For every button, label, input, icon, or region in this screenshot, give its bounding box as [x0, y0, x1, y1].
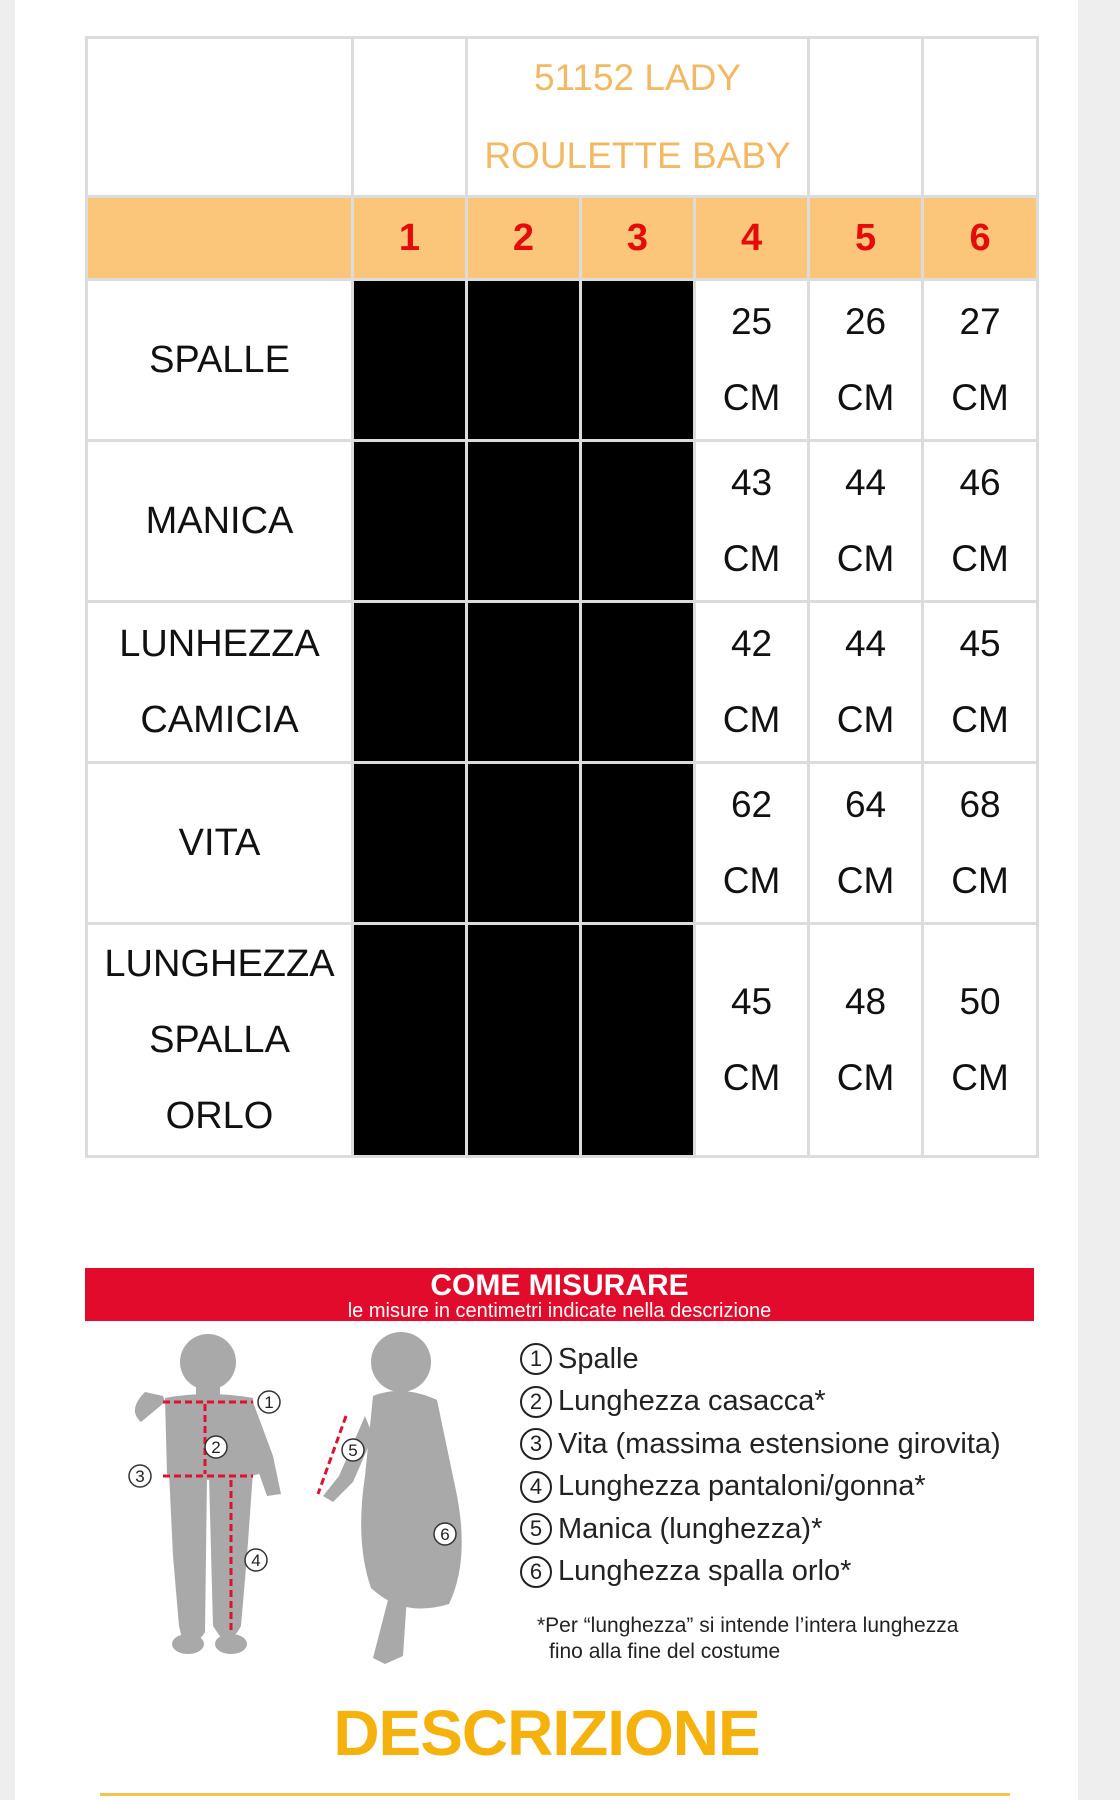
measure-cell: 43 CM	[695, 441, 809, 602]
table-row	[87, 924, 1038, 1157]
legend-item	[520, 1466, 1040, 1509]
legend-text: Lunghezza casacca*	[558, 1385, 826, 1418]
size-label: 3	[581, 197, 695, 280]
unavailable-cell	[353, 763, 467, 924]
number-circle: 2	[520, 1386, 552, 1418]
measure-cell: 68 CM	[923, 763, 1038, 924]
measure-cell: 26 CM	[809, 280, 923, 441]
description-heading: DESCRIZIONE	[333, 1697, 760, 1769]
marker-6: 6	[440, 1525, 450, 1544]
unavailable-cell	[581, 602, 695, 763]
table-row	[87, 280, 1038, 441]
row-label: MANICA	[87, 441, 353, 602]
marker-5: 5	[348, 1441, 358, 1460]
page	[15, 0, 1078, 1800]
marker-2: 2	[211, 1438, 221, 1457]
size-label: 1	[353, 197, 467, 280]
unavailable-cell	[581, 280, 695, 441]
product-title: 51152 LADY ROULETTE BABY	[484, 57, 791, 176]
row-label: VITA	[87, 763, 353, 924]
legend-text: Spalle	[558, 1342, 639, 1375]
legend-item	[520, 1423, 1040, 1466]
banner-subtitle: le misure in centimetri indicate nella descrizione	[347, 1300, 772, 1322]
unavailable-cell	[353, 441, 467, 602]
unavailable-cell	[353, 280, 467, 441]
measure-cell: 45 CM	[695, 924, 809, 1157]
table-row	[87, 602, 1038, 763]
unavailable-cell	[581, 763, 695, 924]
unavailable-cell	[353, 602, 467, 763]
measurement-figures-illustration	[103, 1326, 523, 1686]
size-chart-table	[85, 36, 1039, 1158]
length-note	[537, 1613, 1037, 1665]
row-label: LUNHEZZA CAMICIA	[87, 602, 353, 763]
legend-item	[520, 1508, 1040, 1551]
banner-title: COME MISURARE	[430, 1269, 689, 1302]
legend-item	[520, 1551, 1040, 1594]
size-label: 6	[923, 197, 1038, 280]
number-circle: 6	[520, 1556, 552, 1588]
table-title-row	[87, 38, 1038, 197]
number-circle: 1	[520, 1343, 552, 1375]
unavailable-cell	[467, 763, 581, 924]
unavailable-cell	[467, 602, 581, 763]
size-label: 4	[695, 197, 809, 280]
measure-cell: 44 CM	[809, 602, 923, 763]
unavailable-cell	[467, 441, 581, 602]
measure-cell: 46 CM	[923, 441, 1038, 602]
unavailable-cell	[581, 441, 695, 602]
table-row	[87, 763, 1038, 924]
description-divider	[100, 1793, 1010, 1796]
note-line-2: fino alla fine del costume	[549, 1640, 781, 1663]
header-empty-cell	[87, 197, 353, 280]
child-side-silhouette	[323, 1332, 462, 1664]
measure-cell: 45 CM	[923, 602, 1038, 763]
row-label: LUNGHEZZA SPALLA ORLO	[87, 924, 353, 1157]
legend-text: Vita (massima estensione girovita)	[558, 1427, 1001, 1460]
marker-3: 3	[135, 1467, 145, 1486]
child-front-silhouette	[135, 1334, 281, 1654]
measure-cell: 62 CM	[695, 763, 809, 924]
measure-cell: 50 CM	[923, 924, 1038, 1157]
measurement-legend	[520, 1338, 1040, 1593]
measure-cell: 25 CM	[695, 280, 809, 441]
size-header-row	[87, 197, 1038, 280]
number-circle: 5	[520, 1513, 552, 1545]
measure-cell: 44 CM	[809, 441, 923, 602]
unavailable-cell	[353, 924, 467, 1157]
table-row	[87, 441, 1038, 602]
marker-4: 4	[251, 1551, 261, 1570]
how-to-measure-banner	[85, 1268, 1034, 1321]
measure-cell: 48 CM	[809, 924, 923, 1157]
legend-item	[520, 1381, 1040, 1424]
note-line-1: *Per “lunghezza” si intende l’intera lunghezza	[537, 1614, 959, 1637]
legend-text: Manica (lunghezza)*	[558, 1512, 823, 1545]
legend-text: Lunghezza pantaloni/gonna*	[558, 1470, 926, 1503]
legend-item	[520, 1338, 1040, 1381]
number-circle: 3	[520, 1428, 552, 1460]
unavailable-cell	[581, 924, 695, 1157]
unavailable-cell	[467, 924, 581, 1157]
number-circle: 4	[520, 1471, 552, 1503]
measure-cell: 27 CM	[923, 280, 1038, 441]
unavailable-cell	[467, 280, 581, 441]
row-label: SPALLE	[87, 280, 353, 441]
size-label: 5	[809, 197, 923, 280]
legend-text: Lunghezza spalla orlo*	[558, 1555, 852, 1588]
measure-cell: 42 CM	[695, 602, 809, 763]
marker-1: 1	[264, 1393, 274, 1412]
size-label: 2	[467, 197, 581, 280]
measure-cell: 64 CM	[809, 763, 923, 924]
